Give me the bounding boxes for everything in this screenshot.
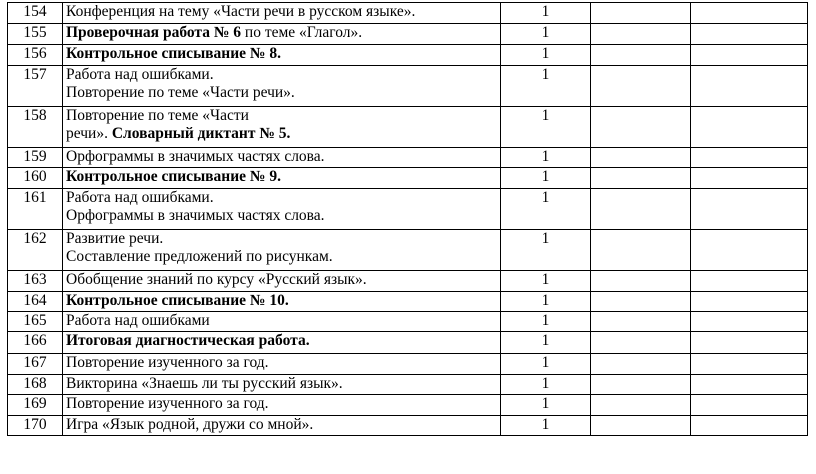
table-row [8,45,808,66]
empty-date-cell [591,354,691,375]
topic-line [66,168,497,186]
topic-line [66,375,497,393]
empty-notes-cell [691,312,808,332]
topic-text: Конференция на тему «Части речи в русском языке». [66,3,416,20]
topic-text: Викторина «Знаешь ли ты русский язык». [66,375,343,392]
topic-text-bold: Итоговая диагностическая работа. [66,332,310,349]
lesson-topic [63,312,501,332]
table-row [8,148,808,168]
topic-line: Работа над ошибками. [66,66,214,83]
empty-date-cell [591,148,691,168]
table-row [8,24,808,45]
table-row [8,354,808,375]
empty-notes-cell [691,416,808,436]
empty-date-cell [591,375,691,395]
empty-notes-cell [691,354,808,375]
topic-line: Повторение по теме «Части речи». [66,84,295,101]
empty-notes-cell [691,189,808,230]
empty-notes-cell [691,168,808,189]
lesson-number: 167 [8,354,63,375]
topic-line [66,312,497,330]
topic-text: Работа над ошибками [66,312,210,329]
table-row [8,292,808,312]
topic-text: речи». [66,125,112,142]
table-row [8,66,808,107]
lesson-number: 158 [8,107,63,148]
lesson-hours: 1 [501,292,591,312]
empty-notes-cell [691,332,808,354]
table-row [8,271,808,292]
lesson-hours: 1 [501,312,591,332]
lesson-number: 159 [8,148,63,168]
lesson-plan-rows [8,3,808,436]
table-row [8,375,808,395]
topic-text: Обобщение знаний по курсу «Русский язык». [66,271,367,288]
topic-line [66,332,497,350]
lesson-topic [63,45,501,66]
empty-notes-cell [691,230,808,271]
topic-line [66,271,497,289]
lesson-hours: 1 [501,395,591,416]
empty-notes-cell [691,107,808,148]
table-row [8,416,808,436]
lesson-hours: 1 [501,332,591,354]
lesson-topic [63,332,501,354]
lesson-hours: 1 [501,416,591,436]
topic-line [66,148,497,166]
lesson-topic [63,24,501,45]
table-row [8,189,808,230]
lesson-hours: 1 [501,3,591,24]
empty-notes-cell [691,395,808,416]
empty-notes-cell [691,45,808,66]
topic-text-bold: Контрольное списывание № 10. [66,292,289,309]
topic-text-bold: Проверочная работа № 6 [66,24,242,41]
lesson-number: 157 [8,66,63,107]
topic-line [66,395,497,413]
empty-date-cell [591,312,691,332]
lesson-topic [63,292,501,312]
empty-date-cell [591,230,691,271]
lesson-topic [63,66,501,107]
topic-text-bold: Словарный диктант № 5. [111,125,291,142]
empty-notes-cell [691,66,808,107]
table-row [8,3,808,24]
empty-date-cell [591,107,691,148]
empty-date-cell [591,332,691,354]
topic-text-bold: Контрольное списывание № 8. [66,45,281,62]
lesson-topic [63,148,501,168]
lesson-number: 165 [8,312,63,332]
lesson-topic [63,354,501,375]
lesson-number: 168 [8,375,63,395]
topic-text-bold: Контрольное списывание № 9. [66,168,281,185]
topic-text: Повторение изученного за год. [66,395,269,412]
lesson-hours: 1 [501,24,591,45]
empty-date-cell [591,395,691,416]
empty-date-cell [591,292,691,312]
lesson-hours: 1 [501,66,591,107]
topic-text: Игра «Язык родной, дружи со мной». [66,416,314,433]
topic-line [66,3,497,21]
lesson-topic [63,189,501,230]
lesson-hours: 1 [501,271,591,292]
topic-line [66,354,497,372]
lesson-hours: 1 [501,230,591,271]
empty-date-cell [591,168,691,189]
empty-date-cell [591,271,691,292]
table-row [8,230,808,271]
topic-text: Повторение изученного за год. [66,354,269,371]
topic-line [66,125,497,143]
empty-date-cell [591,45,691,66]
topic-line: Орфограммы в значимых частях слова. [66,207,325,224]
topic-line [66,45,497,63]
topic-line [66,292,497,310]
empty-date-cell [591,189,691,230]
lesson-topic [63,168,501,189]
table-row [8,107,808,148]
empty-date-cell [591,66,691,107]
empty-date-cell [591,3,691,24]
lesson-topic [63,271,501,292]
topic-line: Составление предложений по рисункам. [66,248,333,265]
lesson-topic [63,375,501,395]
topic-text: по теме «Глагол». [241,24,363,41]
lesson-hours: 1 [501,168,591,189]
topic-line: Повторение по теме «Части [66,107,249,124]
empty-notes-cell [691,292,808,312]
topic-line [66,24,497,42]
empty-notes-cell [691,375,808,395]
topic-line [66,416,497,434]
topic-line: Развитие речи. [66,230,164,247]
lesson-topic [63,230,501,271]
lesson-plan-table [7,2,808,436]
lesson-number: 161 [8,189,63,230]
lesson-number: 155 [8,24,63,45]
empty-notes-cell [691,3,808,24]
lesson-hours: 1 [501,107,591,148]
lesson-number: 164 [8,292,63,312]
table-row [8,312,808,332]
table-row [8,168,808,189]
lesson-topic [63,416,501,436]
lesson-number: 154 [8,3,63,24]
lesson-topic [63,395,501,416]
lesson-number: 170 [8,416,63,436]
lesson-number: 160 [8,168,63,189]
empty-notes-cell [691,148,808,168]
lesson-number: 163 [8,271,63,292]
lesson-topic [63,3,501,24]
lesson-hours: 1 [501,189,591,230]
table-row [8,332,808,354]
lesson-number: 169 [8,395,63,416]
empty-date-cell [591,24,691,45]
lesson-hours: 1 [501,45,591,66]
lesson-number: 156 [8,45,63,66]
lesson-number: 166 [8,332,63,354]
lesson-hours: 1 [501,148,591,168]
table-row [8,395,808,416]
topic-text: Орфограммы в значимых частях слова. [66,148,325,165]
topic-line: Работа над ошибками. [66,189,214,206]
empty-notes-cell [691,271,808,292]
empty-notes-cell [691,24,808,45]
lesson-hours: 1 [501,375,591,395]
lesson-number: 162 [8,230,63,271]
empty-date-cell [591,416,691,436]
lesson-topic [63,107,501,148]
lesson-hours: 1 [501,354,591,375]
